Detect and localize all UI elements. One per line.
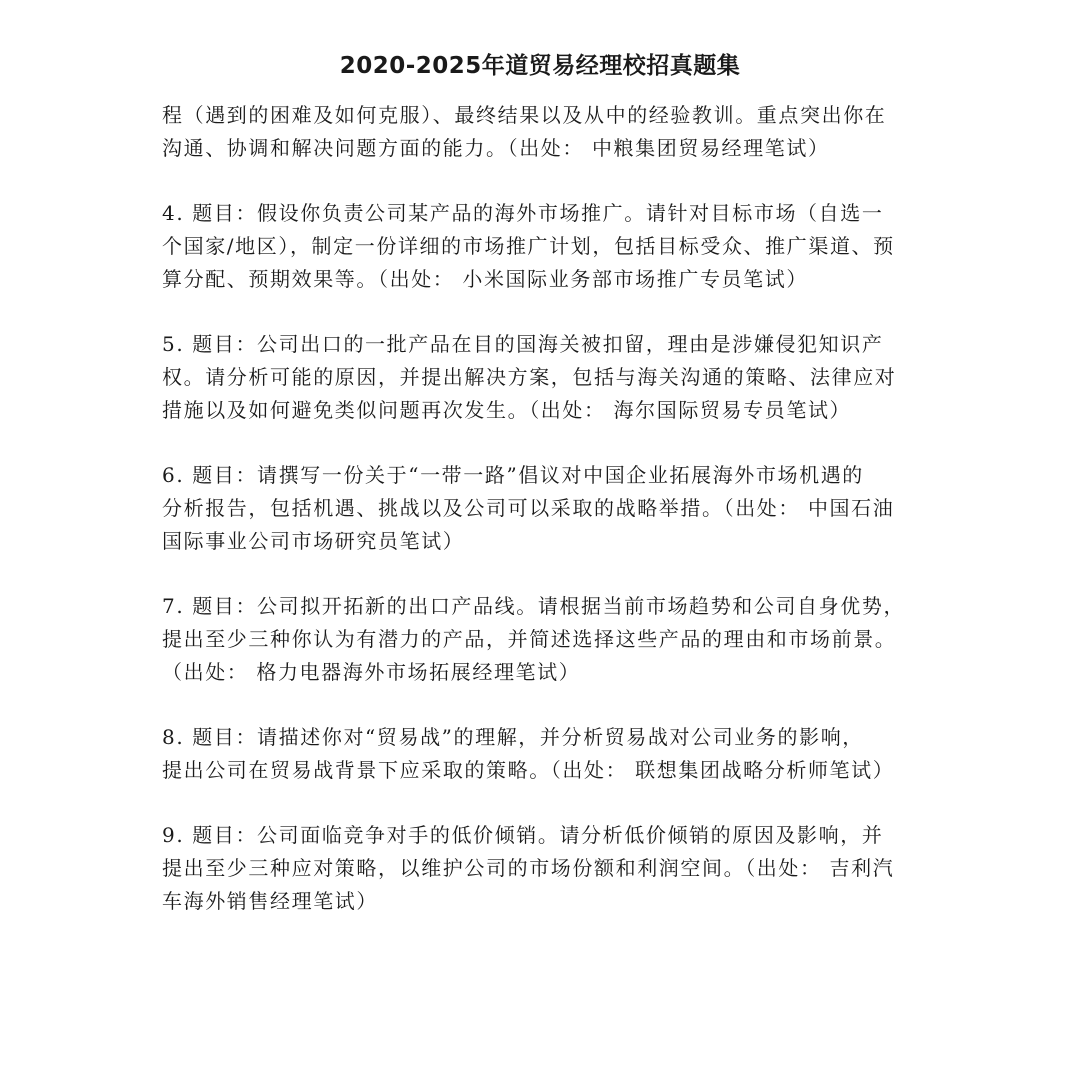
paragraph-line: 措施以及如何避免类似问题再次发生。（出处： 海尔国际贸易专员笔试）	[162, 398, 852, 422]
paragraph-line: （出处： 格力电器海外市场拓展经理笔试）	[162, 660, 581, 684]
question-4	[162, 197, 937, 296]
document-body	[162, 99, 937, 950]
paragraph-line: 车海外销售经理笔试）	[162, 889, 378, 913]
question-5	[162, 328, 937, 427]
paragraph-line: 提出至少三种应对策略，以维护公司的市场份额和利润空间。（出处： 吉利汽	[162, 856, 895, 880]
question-6	[162, 459, 937, 558]
question-9	[162, 819, 937, 918]
paragraph-line: 提出公司在贸易战背景下应采取的策略。（出处： 联想集团战略分析师笔试）	[162, 758, 895, 782]
question-8	[162, 721, 937, 787]
document-title: 2020-2025年道贸易经理校招真题集	[339, 53, 741, 79]
question-continuation	[162, 99, 937, 165]
paragraph-line: 提出至少三种你认为有潜力的产品，并简述选择这些产品的理由和市场前景。	[162, 627, 897, 651]
paragraph-line: 分析报告，包括机遇、挑战以及公司可以采取的战略举措。（出处： 中国石油	[162, 496, 895, 520]
paragraph-line: 国际事业公司市场研究员笔试）	[162, 529, 465, 553]
question-7	[162, 590, 937, 689]
paragraph-line: 7. 题目：公司拟开拓新的出口产品线。请根据当前市场趋势和公司自身优势，	[162, 594, 906, 618]
paragraph-line: 算分配、预期效果等。（出处： 小米国际业务部市场推广专员笔试）	[162, 267, 808, 291]
paragraph-line: 4. 题目：假设你负责公司某产品的海外市场推广。请针对目标市场（自选一	[162, 201, 884, 225]
paragraph-line: 8. 题目：请描述你对“贸易战”的理解，并分析贸易战对公司业务的影响，	[162, 725, 864, 749]
paragraph-line: 6. 题目：请撰写一份关于“一带一路”倡议对中国企业拓展海外市场机遇的	[162, 463, 864, 487]
paragraph-line: 程（遇到的困难及如何克服）、最终结果以及从中的经验教训。重点突出你在	[162, 103, 887, 127]
paragraph-line: 沟通、协调和解决问题方面的能力。（出处： 中粮集团贸易经理笔试）	[162, 136, 830, 160]
paragraph-line: 5. 题目：公司出口的一批产品在目的国海关被扣留，理由是涉嫌侵犯知识产	[162, 332, 884, 356]
paragraph-line: 9. 题目：公司面临竞争对手的低价倾销。请分析低价倾销的原因及影响，并	[162, 823, 884, 847]
paragraph-line: 权。请分析可能的原因，并提出解决方案，包括与海关沟通的策略、法律应对	[162, 365, 897, 389]
paragraph-line: 个国家/地区），制定一份详细的市场推广计划，包括目标受众、推广渠道、预	[162, 234, 895, 258]
